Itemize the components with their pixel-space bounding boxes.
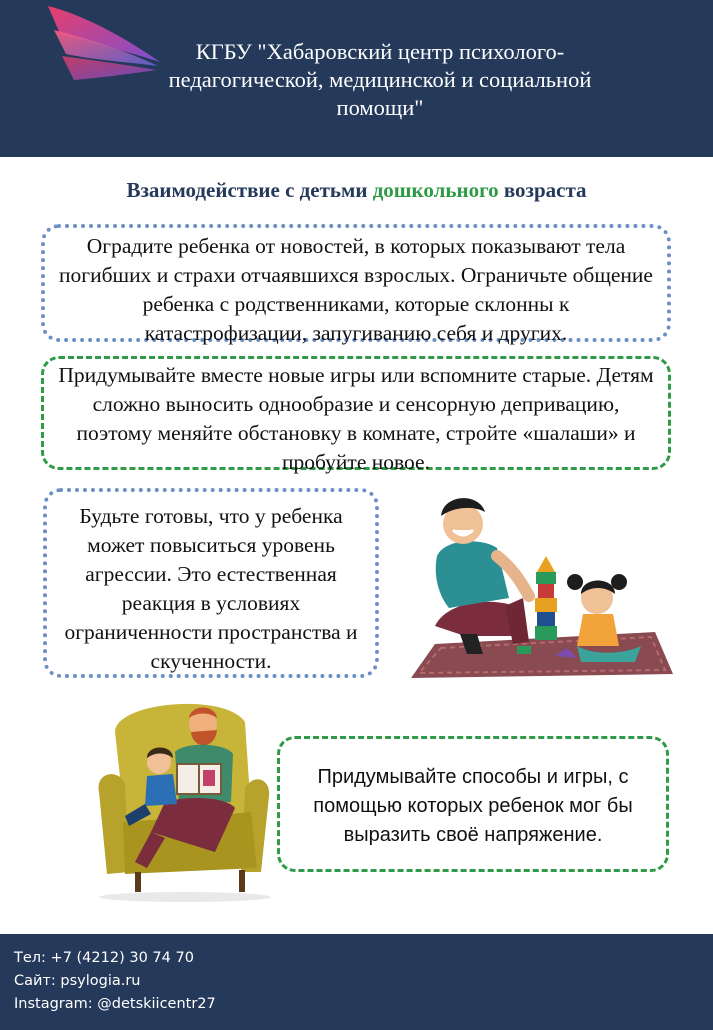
tip-text: Придумывайте способы и игры, с помощью которых ребенок мог бы выразить своё напряжение.	[313, 766, 633, 846]
tip-box-tension	[277, 736, 669, 872]
title-line-2: педагогической, медицинской и социальной	[168, 67, 592, 92]
title-line-1: КГБУ "Хабаровский центр психолого-	[195, 39, 565, 64]
tip-box-games	[41, 356, 671, 474]
father-reading-to-child-in-armchair-illustration	[95, 692, 275, 902]
tip-box-aggression	[43, 488, 379, 678]
subtitle-part-1: Взаимодействие с детьми	[126, 178, 373, 202]
footer-phone: Тел: +7 (4212) 30 74 70	[14, 950, 194, 966]
father-child-playing-blocks-illustration	[405, 486, 675, 680]
subtitle-part-3: возраста	[498, 178, 587, 202]
footer-instagram-link[interactable]: Instagram: @detskiicentr27	[14, 996, 216, 1012]
footer-contacts	[0, 934, 713, 1030]
footer-site-link[interactable]: Сайт: psylogia.ru	[14, 973, 141, 989]
organization-title	[150, 38, 610, 122]
page-subtitle	[0, 178, 713, 203]
header-banner	[0, 0, 713, 157]
tip-text: Оградите ребенка от новостей, в которых показывают тела погибших и страхи отчаявшихся взрослых. Ограничьте общение ребенка с родственниками, которые склонны к катастрофизации, запугиванию себя и других.	[59, 234, 653, 345]
tip-box-news	[41, 224, 671, 345]
tip-text: Будьте готовы, что у ребенка может повыситься уровень агрессии. Это естественная реакция в условиях ограниченности пространства и скученности.	[64, 504, 358, 673]
title-line-3: помощи"	[336, 95, 424, 120]
subtitle-highlight: дошкольного	[372, 178, 499, 202]
tip-text: Придумывайте вместе новые игры или вспомните старые. Детям сложно выносить однообразие и сенсорную депривацию, поэтому меняйте обстановку в комнате, стройте «шалаши» и пробуйте новое.	[58, 363, 654, 474]
